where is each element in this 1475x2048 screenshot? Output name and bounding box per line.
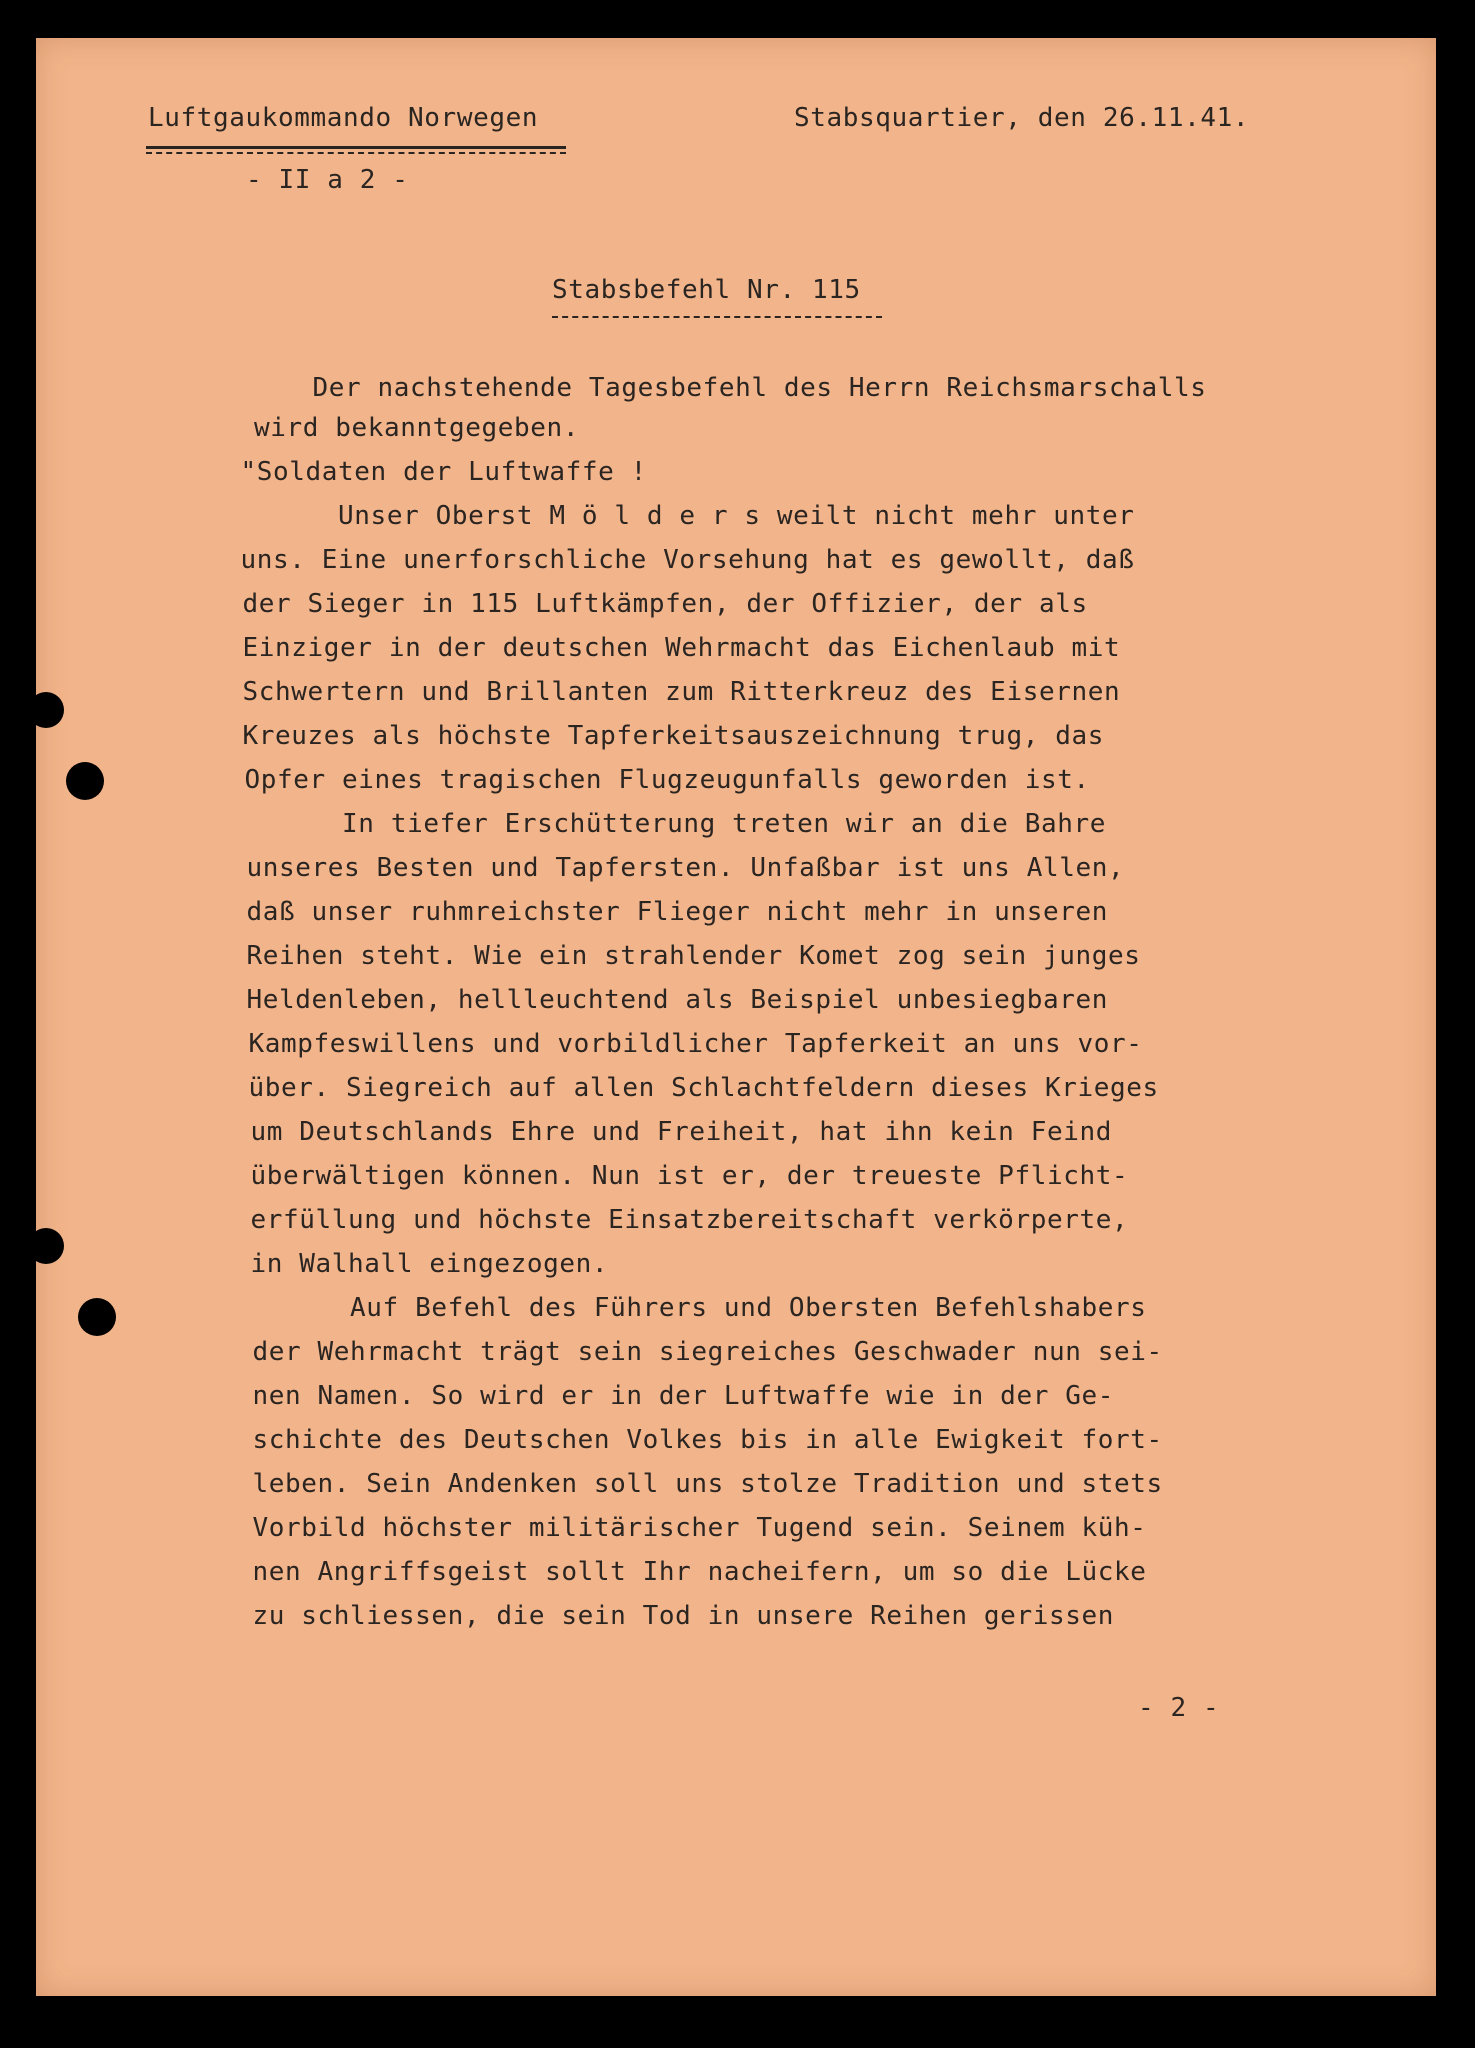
punch-hole [28,1228,64,1264]
body-line: Der nachstehende Tagesbefehl des Herrn Reichsmarschalls [150,373,1207,403]
body-line: um Deutschlands Ehre und Freiheit, hat ihn kein Feind [88,1117,1112,1147]
body-line: erfüllung und höchste Einsatzbereitschaft verkörperte, [88,1205,1129,1235]
body-line: Schwertern und Brillanten zum Ritterkreuz des Eisernen [80,677,1121,707]
body-line: daß unser ruhmreichster Flieger nicht mehr in unseren [84,897,1108,927]
body-line: unseres Besten und Tapfersten. Unfaßbar ist uns Allen, [84,853,1125,883]
title-underline [552,316,882,318]
office-name: Luftgaukommando Norwegen [148,103,539,133]
body-line: der Sieger in 115 Luftkämpfen, der Offizier, der als [80,589,1088,619]
punch-hole [28,692,64,728]
body-line: In tiefer Erschütterung treten wir an die Bahre [82,809,1106,839]
body-line: wird bekanntgegeben. [254,413,580,443]
body-line: Kampfeswillens und vorbildlicher Tapferkeit an uns vor- [86,1029,1143,1059]
body-line: über. Siegreich auf allen Schlachtfeldern dieses Krieges [86,1073,1159,1103]
body-line: der Wehrmacht trägt sein siegreiches Geschwader nun sei- [90,1337,1163,1367]
body-line: "Soldaten der Luftwaffe ! [78,457,647,487]
body-line: Einziger in der deutschen Wehrmacht das Eichenlaub mit [80,633,1121,663]
body-line: Auf Befehl des Führers und Obersten Befehlshabers [90,1293,1147,1323]
body-line: in Walhall eingezogen. [88,1249,609,1279]
office-underline-dashed [146,152,566,154]
body-line: schichte des Deutschen Volkes bis in alle Ewigkeit fort- [90,1425,1163,1455]
body-line: Unser Oberst M ö l d e r s weilt nicht mehr unter [78,501,1135,531]
body-line: leben. Sein Andenken soll uns stolze Tradition und stets [90,1469,1163,1499]
page-marker: - 2 - [1138,1693,1220,1723]
body-line: nen Namen. So wird er in der Luftwaffe wie in der Ge- [90,1381,1114,1411]
body-line: Reihen steht. Wie ein strahlender Komet zog sein junges [84,941,1141,971]
body-line: überwältigen können. Nun ist er, der treueste Pflicht- [88,1161,1129,1191]
section-code: - II a 2 - [246,165,409,195]
body-line: nen Angriffsgeist sollt Ihr nacheifern, um so die Lücke [90,1557,1147,1587]
body-line: zu schliessen, die sein Tod in unsere Reihen gerissen [90,1601,1114,1631]
body-line: Heldenleben, hellleuchtend als Beispiel unbesiegbaren [84,985,1108,1015]
body-line: Vorbild höchster militärischer Tugend sein. Seinem küh- [90,1513,1147,1543]
body-line: Kreuzes als höchste Tapferkeitsauszeichnung trug, das [80,721,1104,751]
document-title: Stabsbefehl Nr. 115 [552,275,861,305]
office-underline [146,146,566,149]
body-line: uns. Eine unerforschliche Vorsehung hat es gewollt, daß [78,545,1135,575]
place-date: Stabsquartier, den 26.11.41. [794,103,1250,133]
body-text [78,366,1360,1638]
body-line: Opfer eines tragischen Flugzeugunfalls geworden ist. [82,765,1090,795]
